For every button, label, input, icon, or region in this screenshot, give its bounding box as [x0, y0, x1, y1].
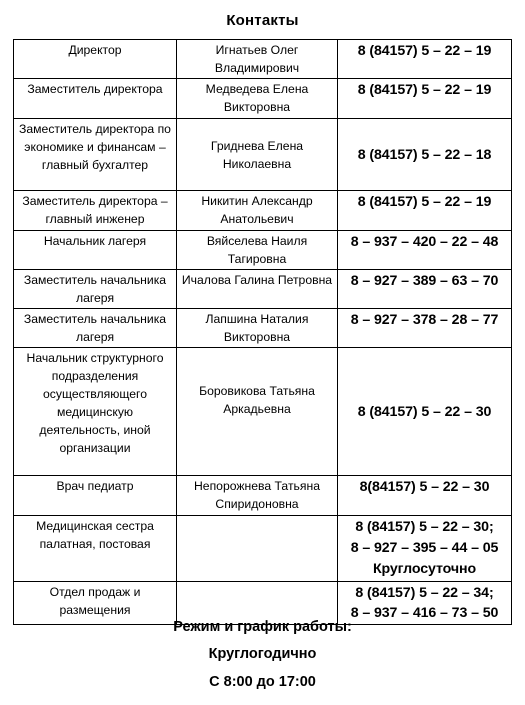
- phone-cell: [338, 309, 512, 348]
- position-cell: Директор: [14, 40, 177, 79]
- phone-number: 8 – 927 – 389 – 63 – 70: [350, 273, 499, 289]
- page-title: Контакты: [226, 12, 299, 29]
- phone-number: 8 – 937 – 420 – 22 – 48: [350, 234, 499, 250]
- name-cell: Никитин Александр Анатольевич: [177, 191, 338, 231]
- phone-number: 8 (84157) 5 – 22 – 18: [357, 146, 492, 163]
- schedule-hours: С 8:00 до 17:00: [209, 674, 316, 690]
- phone-number: 8 – 937 – 416 – 73 – 50: [350, 605, 499, 621]
- name-cell: Боровикова Татьяна Аркадьевна: [177, 348, 338, 476]
- phone-cell: [338, 231, 512, 270]
- phone-number: 8 (84157) 5 – 22 – 19: [357, 43, 492, 59]
- position-cell: Заместитель начальника лагеря: [14, 309, 177, 348]
- schedule-heading: Режим и график работы:: [173, 619, 352, 635]
- phone-cell: [338, 270, 512, 309]
- name-cell: Вяйселева Наиля Тагировна: [177, 231, 338, 270]
- name-cell: Медведева Елена Викторовна: [177, 79, 338, 119]
- position-cell: Начальник лагеря: [14, 231, 177, 270]
- phone-cell: [338, 476, 512, 516]
- name-cell: Гриднева Елена Николаевна: [177, 119, 338, 191]
- phone-number: 8(84157) 5 – 22 – 30: [359, 479, 490, 495]
- name-cell: Непорожнева Татьяна Спиридоновна: [177, 476, 338, 516]
- phone-number: 8 – 927 – 395 – 44 – 05: [350, 540, 499, 556]
- schedule-period: Круглогодично: [208, 646, 317, 662]
- phone-number: 8 – 927 – 378 – 28 – 77: [350, 312, 499, 328]
- position-cell: Заместитель директора по экономике и финансам – главный бухгалтер: [14, 119, 177, 191]
- contacts-table: [13, 39, 512, 625]
- phone-number: 8 (84157) 5 – 22 – 30: [357, 403, 492, 420]
- table-row: [14, 119, 512, 191]
- phone-cell: [338, 119, 512, 191]
- name-cell: Ичалова Галина Петровна: [177, 270, 338, 309]
- position-cell: Заместитель директора – главный инженер: [14, 191, 177, 231]
- table-row: [14, 231, 512, 270]
- table-row: [14, 40, 512, 79]
- name-cell: [177, 516, 338, 582]
- table-row: [14, 348, 512, 476]
- phone-cell: [338, 191, 512, 231]
- position-cell: Врач педиатр: [14, 476, 177, 516]
- phone-cell: [338, 79, 512, 119]
- phone-cell: [338, 348, 512, 476]
- table-row: [14, 270, 512, 309]
- phone-cell: [338, 516, 512, 582]
- availability-note: Круглосуточно: [372, 561, 477, 577]
- table-row: [14, 309, 512, 348]
- phone-number: 8 (84157) 5 – 22 – 19: [357, 82, 492, 98]
- position-cell: Заместитель начальника лагеря: [14, 270, 177, 309]
- name-cell: Игнатьев Олег Владимирович: [177, 40, 338, 79]
- position-cell: Отдел продаж и размещения: [14, 582, 177, 625]
- name-cell: Лапшина Наталия Викторовна: [177, 309, 338, 348]
- phone-number: 8 (84157) 5 – 22 – 34;: [355, 585, 494, 601]
- table-row: [14, 191, 512, 231]
- phone-number: 8 (84157) 5 – 22 – 19: [357, 194, 492, 210]
- position-cell: Начальник структурного подразделения осуществляющего медицинскую деятельность, иной организации: [14, 348, 177, 476]
- position-cell: Медицинская сестра палатная, постовая: [14, 516, 177, 582]
- phone-cell: [338, 40, 512, 79]
- position-cell: Заместитель директора: [14, 79, 177, 119]
- table-row: [14, 476, 512, 516]
- table-row: [14, 79, 512, 119]
- phone-number: 8 (84157) 5 – 22 – 30;: [355, 519, 494, 535]
- table-row: [14, 516, 512, 582]
